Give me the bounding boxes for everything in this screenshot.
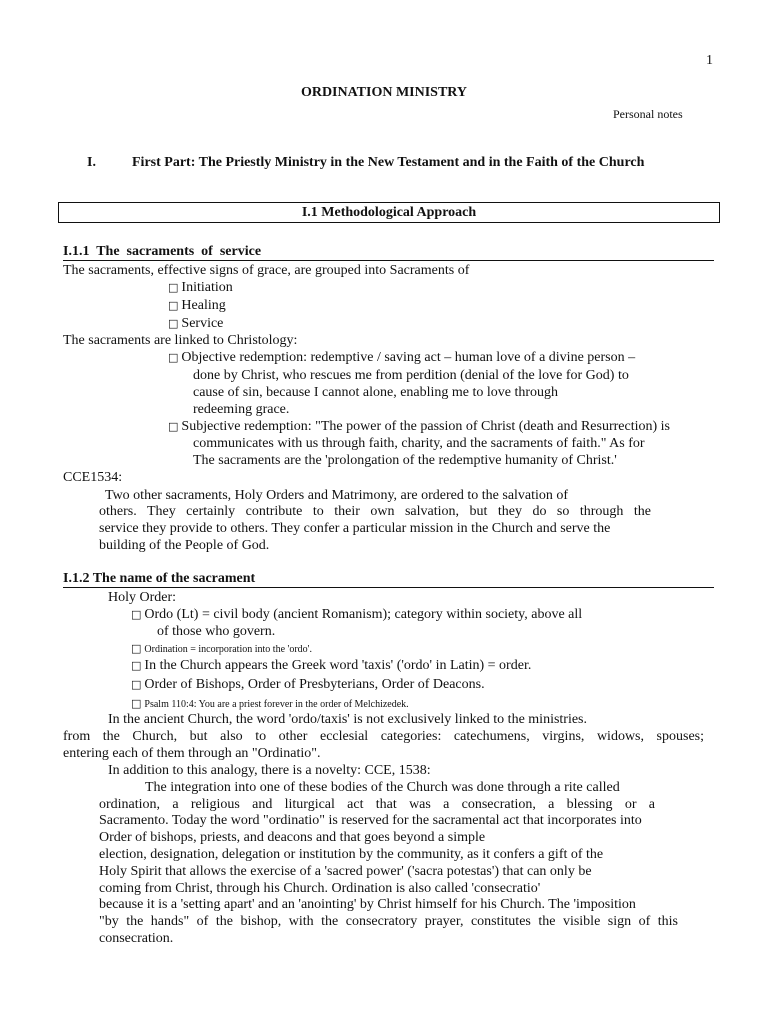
paragraph-line: Two other sacraments, Holy Orders and Matrimony, are ordered to the salvation of bbox=[105, 488, 569, 503]
checkbox-bullet-icon: □ bbox=[168, 299, 179, 312]
paragraph-line: cause of sin, because I cannot alone, enabling me to love through bbox=[193, 385, 559, 400]
section-heading-sacraments: I.1.1 The sacraments of service bbox=[63, 244, 262, 259]
paragraph-line: entering each of them through an "Ordinatio". bbox=[63, 746, 321, 761]
checkbox-bullet-icon: □ bbox=[131, 659, 142, 672]
paragraph-line: election, designation, delegation or institution by the community, as it confers a gift of the bbox=[99, 847, 604, 862]
paragraph-line: Holy Spirit that allows the exercise of a 'sacred power' ('sacra potestas') that can only be bbox=[99, 864, 592, 879]
part-numeral: I. bbox=[87, 155, 96, 170]
paragraph-line: others. They certainly contribute to their own salvation, but they do so through the bbox=[99, 504, 651, 519]
list-item: □ In the Church appears the Greek word 'taxis' ('ordo' in Latin) = order. bbox=[131, 658, 532, 673]
checkbox-bullet-icon: □ bbox=[131, 608, 142, 621]
list-item: □ Objective redemption: redemptive / saving act – human love of a divine person – bbox=[168, 350, 636, 365]
page-number: 1 bbox=[706, 53, 713, 68]
section-heading-name: I.1.2 The name of the sacrament bbox=[63, 571, 256, 586]
christology-intro: The sacraments are linked to Christology: bbox=[63, 333, 298, 348]
paragraph-line: coming from Christ, through his Church. Ordination is also called 'consecratio' bbox=[99, 881, 541, 896]
list-item: □ Initiation bbox=[168, 280, 233, 295]
list-item: □ Ordination = incorporation into the 'ordo'. bbox=[131, 642, 312, 655]
list-item: □ Healing bbox=[168, 298, 226, 313]
paragraph-line: The integration into one of these bodies of the Church was done through a rite called bbox=[145, 780, 620, 795]
paragraph-line: Sacramento. Today the word "ordinatio" is reserved for the sacramental act that incorporates into bbox=[99, 813, 642, 828]
list-item: □ Ordo (Lt) = civil body (ancient Romanism); category within society, above all bbox=[131, 607, 583, 622]
paragraph-line: In the ancient Church, the word 'ordo/taxis' is not exclusively linked to the ministries. bbox=[108, 712, 588, 727]
paragraph-line: communicates with us through faith, charity, and the sacraments of faith." As for bbox=[193, 436, 645, 451]
checkbox-bullet-icon: □ bbox=[168, 351, 179, 364]
section-box bbox=[58, 202, 720, 223]
paragraph-line: done by Christ, who rescues me from perdition (denial of the love for God) to bbox=[193, 368, 629, 383]
checkbox-bullet-icon: □ bbox=[168, 281, 179, 294]
paragraph-line: of those who govern. bbox=[157, 624, 276, 639]
list-item: □ Order of Bishops, Order of Presbyterians, Order of Deacons. bbox=[131, 677, 485, 692]
paragraph-line: ordination, a religious and liturgical act that was a consecration, a blessing or a bbox=[99, 797, 655, 812]
paragraph-line: The sacraments are the 'prolongation of the redemptive humanity of Christ.' bbox=[193, 453, 617, 468]
document-title: ORDINATION MINISTRY bbox=[300, 85, 468, 100]
checkbox-bullet-icon: □ bbox=[131, 678, 142, 691]
cce-label: CCE1534: bbox=[63, 470, 123, 485]
checkbox-bullet-icon: □ bbox=[131, 697, 142, 710]
checkbox-bullet-icon: □ bbox=[131, 642, 142, 655]
checkbox-bullet-icon: □ bbox=[168, 420, 179, 433]
holy-order-label: Holy Order: bbox=[108, 590, 177, 605]
paragraph-line: consecration. bbox=[99, 931, 174, 946]
paragraph-line: "by the hands" of the bishop, with the consecratory prayer, constitutes the visible sign of this bbox=[99, 914, 678, 929]
paragraph-line: In addition to this analogy, there is a novelty: CCE, 1538: bbox=[108, 763, 431, 778]
paragraph-line: building of the People of God. bbox=[99, 538, 270, 553]
sacraments-intro: The sacraments, effective signs of grace, are grouped into Sacraments of bbox=[63, 263, 470, 278]
heading-rule bbox=[63, 587, 714, 588]
paragraph-line: redeeming grace. bbox=[193, 402, 290, 417]
paragraph-line: service they provide to others. They confer a particular mission in the Church and serve the bbox=[99, 521, 611, 536]
document-subtitle: Personal notes bbox=[613, 107, 683, 121]
heading-rule bbox=[63, 260, 714, 261]
list-item: □ Subjective redemption: "The power of the passion of Christ (death and Resurrection) is bbox=[168, 419, 670, 434]
list-item: □ Psalm 110:4: You are a priest forever in the order of Melchizedek. bbox=[131, 697, 409, 710]
paragraph-line: from the Church, but also to other ecclesial categories: catechumens, virgins, widows, spouses; bbox=[63, 729, 704, 744]
part-heading: First Part: The Priestly Ministry in the New Testament and in the Faith of the Church bbox=[132, 155, 645, 170]
paragraph-line: because it is a 'setting apart' and an 'anointing' by Christ himself for his Church. The 'imposition bbox=[99, 897, 636, 912]
paragraph-line: Order of bishops, priests, and deacons and that goes beyond a simple bbox=[99, 830, 486, 845]
box-heading: I.1 Methodological Approach bbox=[301, 205, 477, 220]
list-item: □ Service bbox=[168, 316, 224, 331]
checkbox-bullet-icon: □ bbox=[168, 317, 179, 330]
